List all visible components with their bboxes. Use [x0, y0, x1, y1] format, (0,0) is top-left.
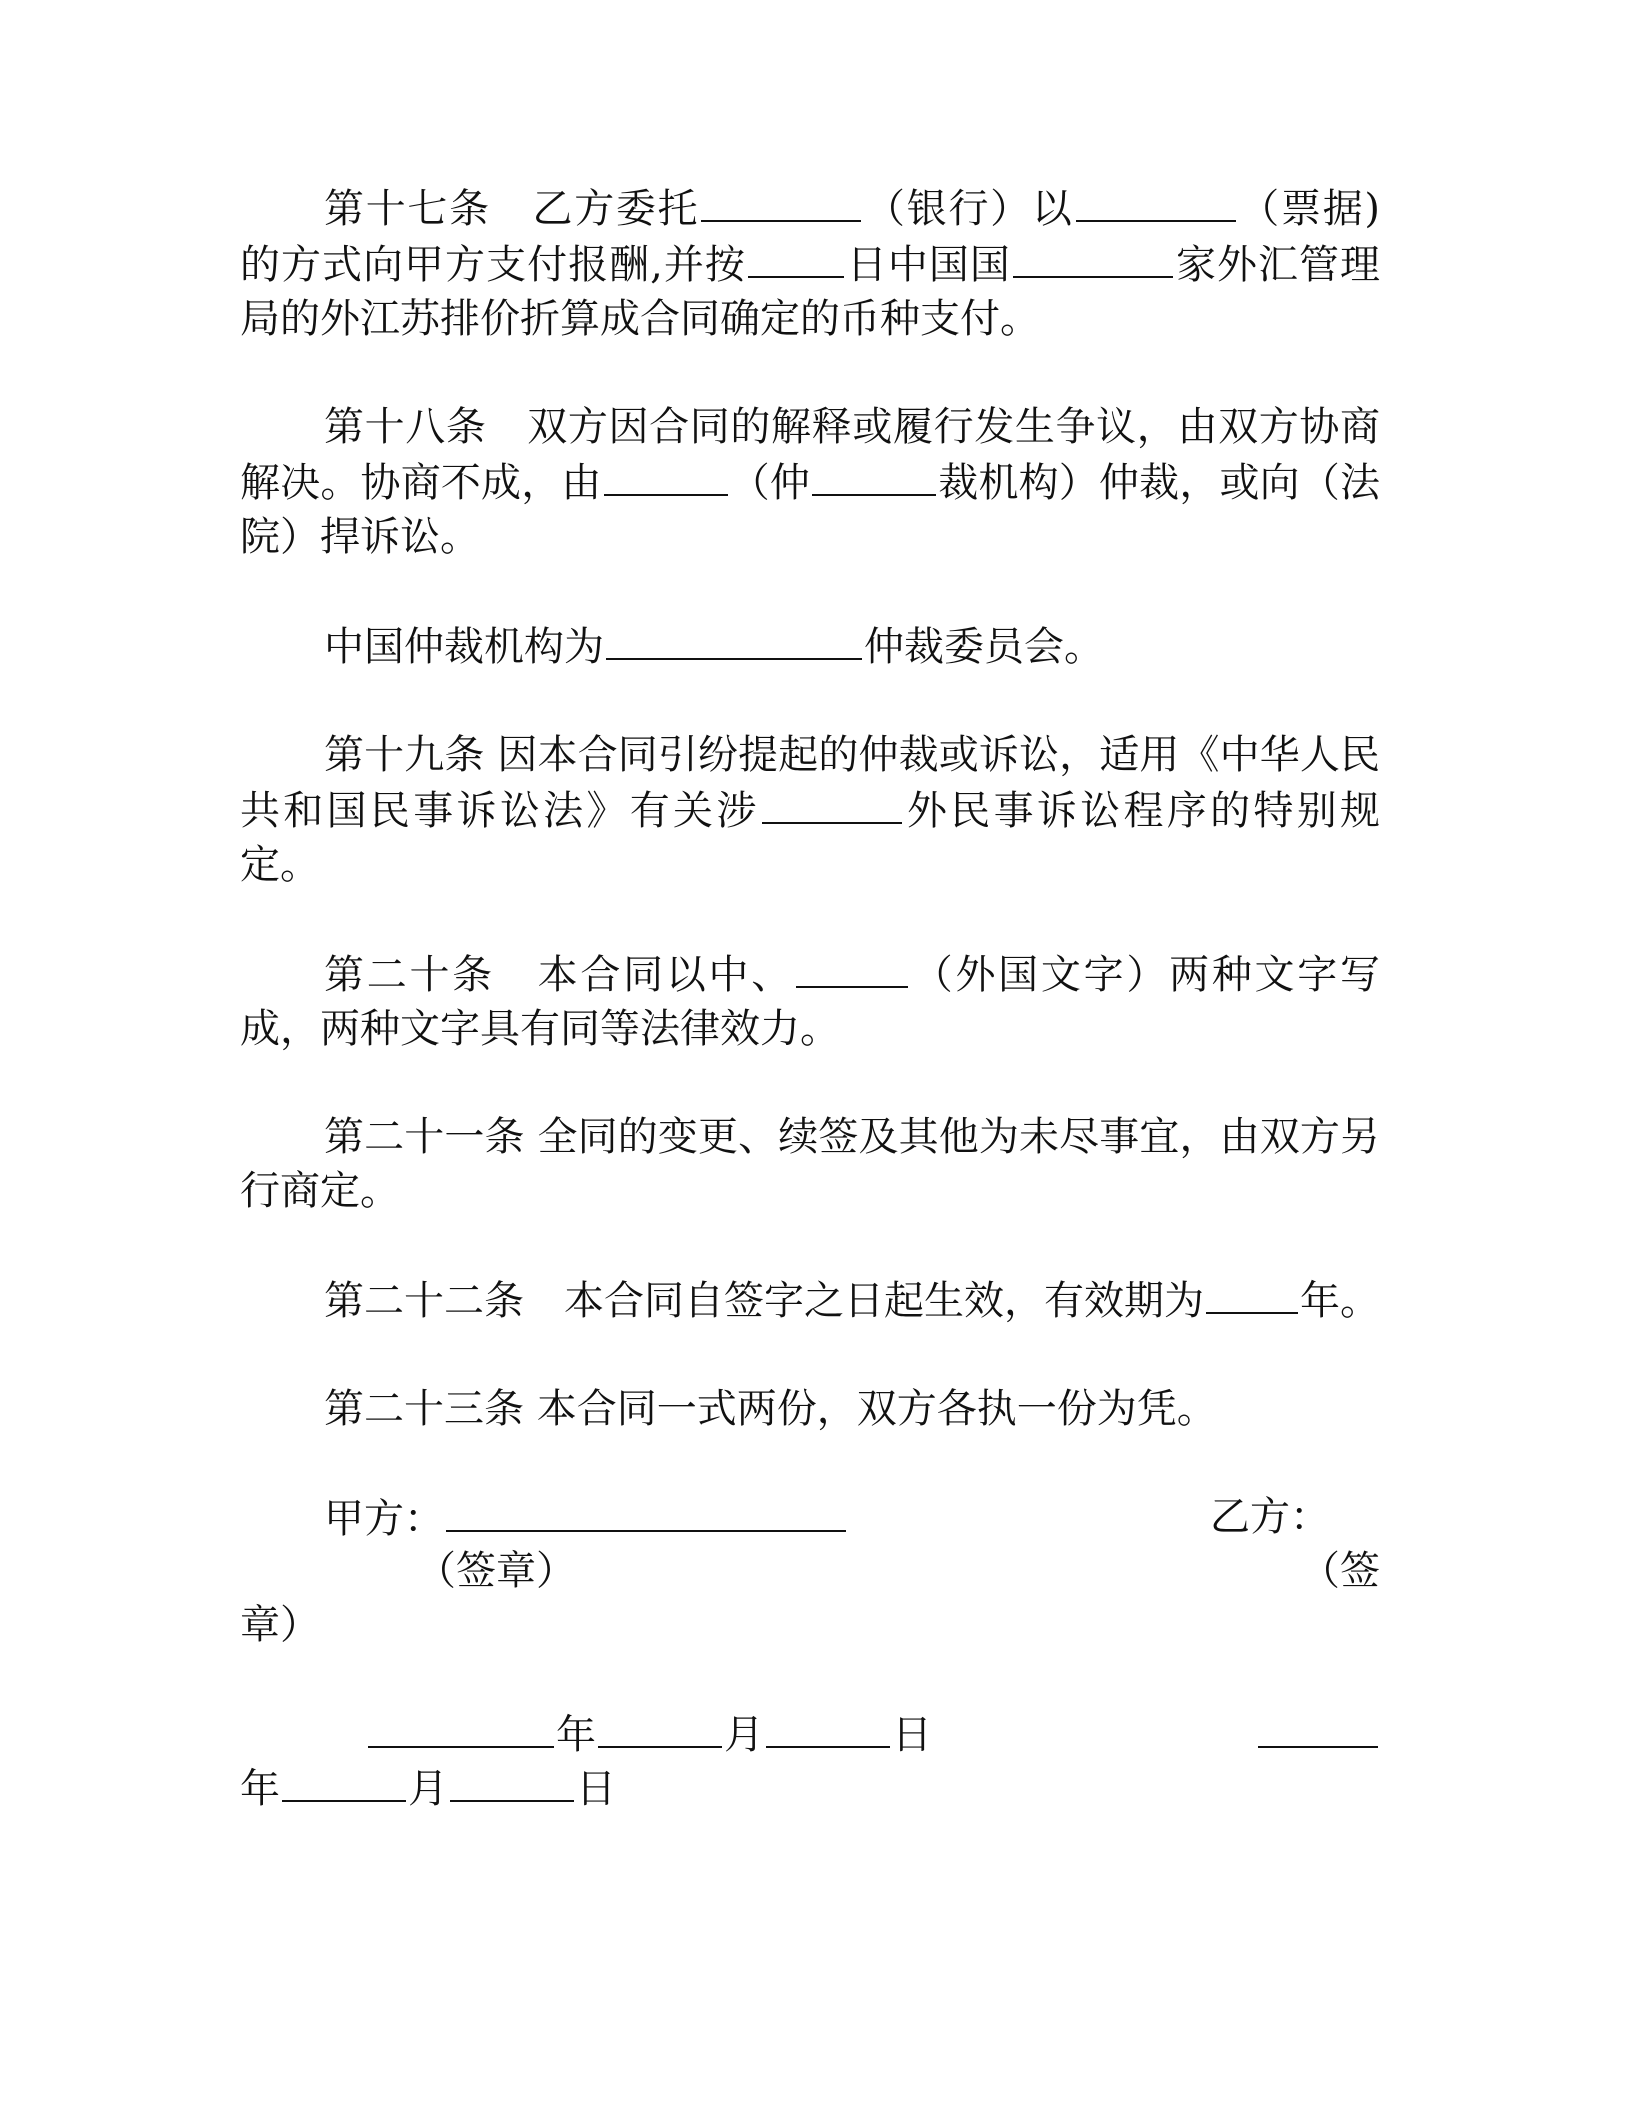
arbitration-place-blank [604, 454, 728, 496]
party-b-month-blank [282, 1760, 406, 1802]
article-22: 第二十二条 本合同自签字之日起生效，有效期为 年。 [240, 1272, 1380, 1328]
date-blank [748, 236, 844, 278]
article-21: 第二十一条 全同的变更、续签及其他为未尽事宜，由双方另行商定。 [240, 1114, 1380, 1214]
signature-block [240, 1490, 1380, 1820]
foreign-language-blank [796, 946, 908, 988]
party-a-month-blank [598, 1706, 722, 1748]
party-b-date-start [1256, 1706, 1380, 1762]
arbitration-institution: 中国仲裁机构为 仲裁委员会。 [240, 618, 1380, 674]
party-a-year-blank [368, 1706, 554, 1748]
foreign-related-blank [762, 782, 902, 824]
party-b-year-blank [1258, 1706, 1378, 1748]
party-a-blank [446, 1490, 846, 1532]
article-18: 第十八条 双方因合同的解释或履行发生争议，由双方协商解决。协商不成，由 （仲 裁机构）仲裁，或向（法院）捍诉讼。 [240, 404, 1381, 560]
party-b-day-blank [450, 1760, 574, 1802]
arbitration-commission-blank [606, 618, 862, 660]
country-blank [1013, 236, 1173, 278]
validity-years-blank [1206, 1272, 1298, 1314]
party-a-day-blank [766, 1706, 890, 1748]
article-17: 第十七条 乙方委托 （银行）以 （票据)的方式向甲方支付报酬,并按 日中国国 家外汇管理局的外江苏排价折算成合同确定的币种支付。 [240, 180, 1380, 346]
bank-blank [701, 180, 861, 222]
party-a-line: 甲方： [324, 1490, 848, 1546]
article-19: 第十九条 因本合同引纷提起的仲裁或诉讼，适用《中华人民共和国民事诉讼法》有关涉 外民事诉讼程序的特别规定。 [240, 732, 1381, 888]
party-b-seal-continued: 章） [240, 1602, 320, 1648]
party-a-date: 年 月 日 [366, 1706, 932, 1762]
article-20: 第二十条 本合同以中、 （外国文字）两种文字写成，两种文字具有同等法律效力。 [240, 946, 1380, 1056]
party-a-seal: （签章） [416, 1548, 576, 1594]
party-b-seal: （签 [1300, 1548, 1380, 1594]
contract-document [240, 180, 1380, 1820]
party-b-label: 乙方： [1210, 1494, 1330, 1540]
party-b-date: 年 月 日 [240, 1760, 616, 1816]
article-23: 第二十三条 本合同一式两份，双方各执一份为凭。 [324, 1386, 1217, 1432]
instrument-blank [1076, 180, 1236, 222]
arbitration-body-blank [812, 454, 936, 496]
